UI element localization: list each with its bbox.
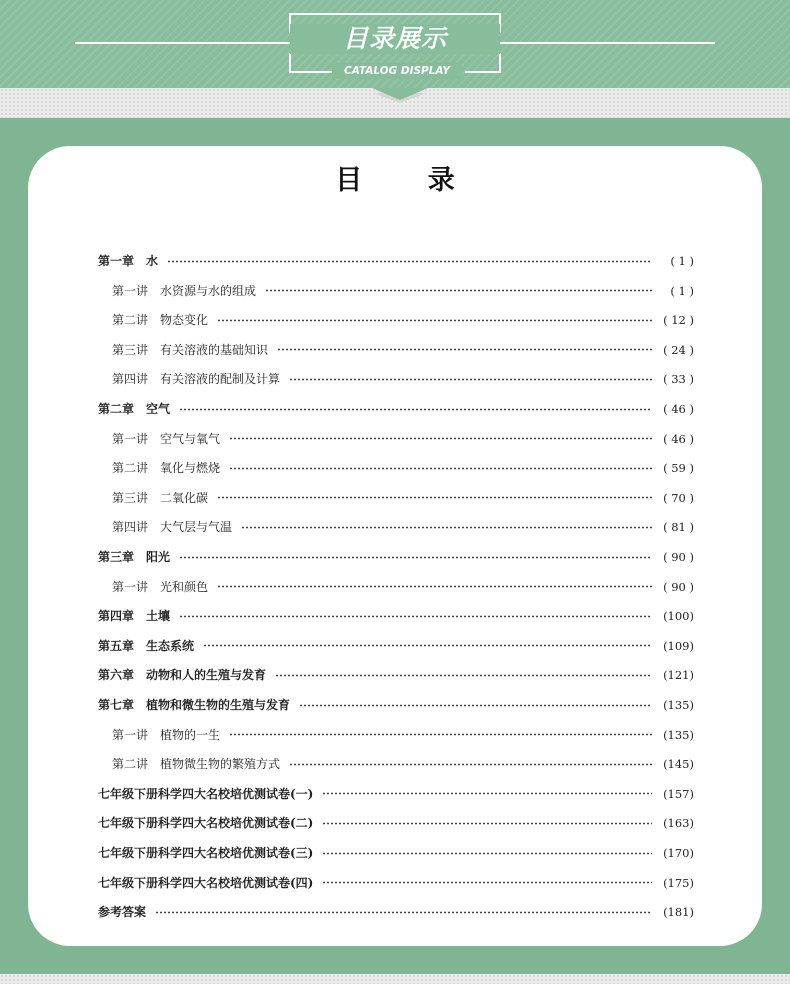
toc-page-number: (181) [663,905,694,920]
toc-page-number: ( 90 ) [663,579,694,594]
toc-entry-label: 第三章 阳光 [98,550,171,564]
dot-leader [179,408,652,411]
toc-chapter-row [98,636,694,656]
toc-section-row [112,310,694,330]
dot-leader [289,378,652,381]
banner-notch [372,88,428,100]
toc-section-row [112,488,694,508]
toc-page-number: (145) [663,757,694,772]
toc-page-number: ( 70 ) [663,490,694,505]
toc-entry-label: 第一讲 水资源与水的组成 [112,283,257,298]
toc-page-number: (100) [663,609,694,624]
toc-page-number: ( 1 ) [670,254,694,268]
toc-entry-label: 第一讲 植物的一生 [112,727,221,742]
toc-entry-label: 第四讲 大气层与气温 [112,520,233,535]
dot-leader [322,822,652,825]
toc-section-row [112,754,694,774]
toc-page-number: ( 46 ) [663,402,694,416]
dot-leader [229,467,652,470]
toc-page-number: (109) [663,638,694,653]
toc-section-row [112,369,694,389]
toc-entry-label: 七年级下册科学四大名校培优测试卷(四) [98,875,314,890]
toc-chapter-row [98,873,694,893]
dot-leader [289,763,652,766]
dot-leader [155,911,652,914]
dot-leader [179,615,652,618]
toc-section-row [112,429,694,449]
dot-leader [322,881,652,884]
toc-entry-label: 七年级下册科学四大名校培优测试卷(二) [98,816,314,831]
toc-entry-label: 七年级下册科学四大名校培优测试卷(三) [98,846,314,860]
toc-chapter-row [98,665,694,685]
banner-rule-left [75,42,290,44]
dot-leader [167,260,652,263]
dot-leader [217,496,652,499]
toc-entry-label: 第一章 水 [98,254,159,268]
banner-frame-top [289,13,501,15]
toc-section-row [112,340,694,360]
toc-page-number: (135) [663,698,694,712]
toc-chapter-row [98,902,694,922]
toc-chapter-row [98,695,694,715]
toc-page-number: (121) [663,668,694,683]
toc-chapter-row [98,606,694,626]
toc-entry-label: 第六章 动物和人的生殖与发育 [98,668,267,683]
bottom-dotted-band [0,974,790,984]
banner-frame-corner [289,53,333,73]
toc-section-row [112,281,694,301]
toc-entry-label: 七年级下册科学四大名校培优测试卷(一) [98,786,314,801]
dot-leader [275,674,652,677]
toc-entry-label: 第三讲 有关溶液的基础知识 [112,342,269,357]
toc-entry-label: 第二讲 物态变化 [112,313,209,328]
header-banner [0,0,790,88]
toc-page-number: (135) [663,727,694,742]
toc-chapter-row [98,843,694,863]
dot-leader [277,348,652,351]
dot-leader [203,644,652,647]
dot-leader [217,319,652,322]
toc-entry-label: 第二讲 氧化与燃烧 [112,461,221,476]
toc-section-row [112,458,694,478]
banner-title: 目录展示 [290,24,500,54]
banner-frame-corner [465,53,501,73]
banner-subtitle: CATALOG DISPLAY [332,63,462,79]
toc-page-number: ( 1 ) [670,283,694,298]
toc-entry-label: 第四章 土壤 [98,609,171,624]
toc-entry-label: 第四讲 有关溶液的配制及计算 [112,372,281,387]
toc-entry-label: 第五章 生态系统 [98,638,195,653]
toc-entry-label: 第七章 植物和微生物的生殖与发育 [98,698,291,712]
dot-leader [229,437,652,440]
toc-page-number: (170) [663,846,694,860]
toc-page-number: (157) [663,786,694,801]
toc-chapter-row [98,251,694,271]
toc-chapter-row [98,547,694,567]
toc-page-number: ( 59 ) [663,461,694,476]
toc-entry-label: 第三讲 二氧化碳 [112,490,209,505]
dot-leader [322,852,652,855]
toc-page-number: ( 81 ) [663,520,694,535]
dot-leader [299,704,652,707]
toc-title: 目 录 [335,165,483,196]
toc-page-number: ( 24 ) [663,342,694,357]
dot-leader [217,585,652,588]
dot-leader [229,733,652,736]
toc-entry-label: 第二章 空气 [98,402,171,416]
toc-card [28,146,762,946]
toc-entry-label: 第二讲 植物微生物的繁殖方式 [112,757,281,772]
toc-page-number: ( 33 ) [663,372,694,387]
banner-rule-right [500,42,715,44]
toc-page-number: ( 90 ) [663,550,694,564]
toc-page-number: ( 12 ) [663,313,694,328]
dot-leader [322,792,652,795]
dot-leader [265,289,652,292]
dot-leader [179,556,652,559]
toc-page-number: (163) [663,816,694,831]
toc-entry-label: 第一讲 光和颜色 [112,579,209,594]
toc-section-row [112,725,694,745]
toc-entry-label: 第一讲 空气与氧气 [112,431,221,446]
toc-section-row [112,577,694,597]
toc-chapter-row [98,784,694,804]
toc-page-number: (175) [663,875,694,890]
toc-entry-label: 参考答案 [98,905,147,920]
toc-page-number: ( 46 ) [663,431,694,446]
dot-leader [241,526,652,529]
toc-chapter-row [98,813,694,833]
toc-chapter-row [98,399,694,419]
toc-section-row [112,517,694,537]
